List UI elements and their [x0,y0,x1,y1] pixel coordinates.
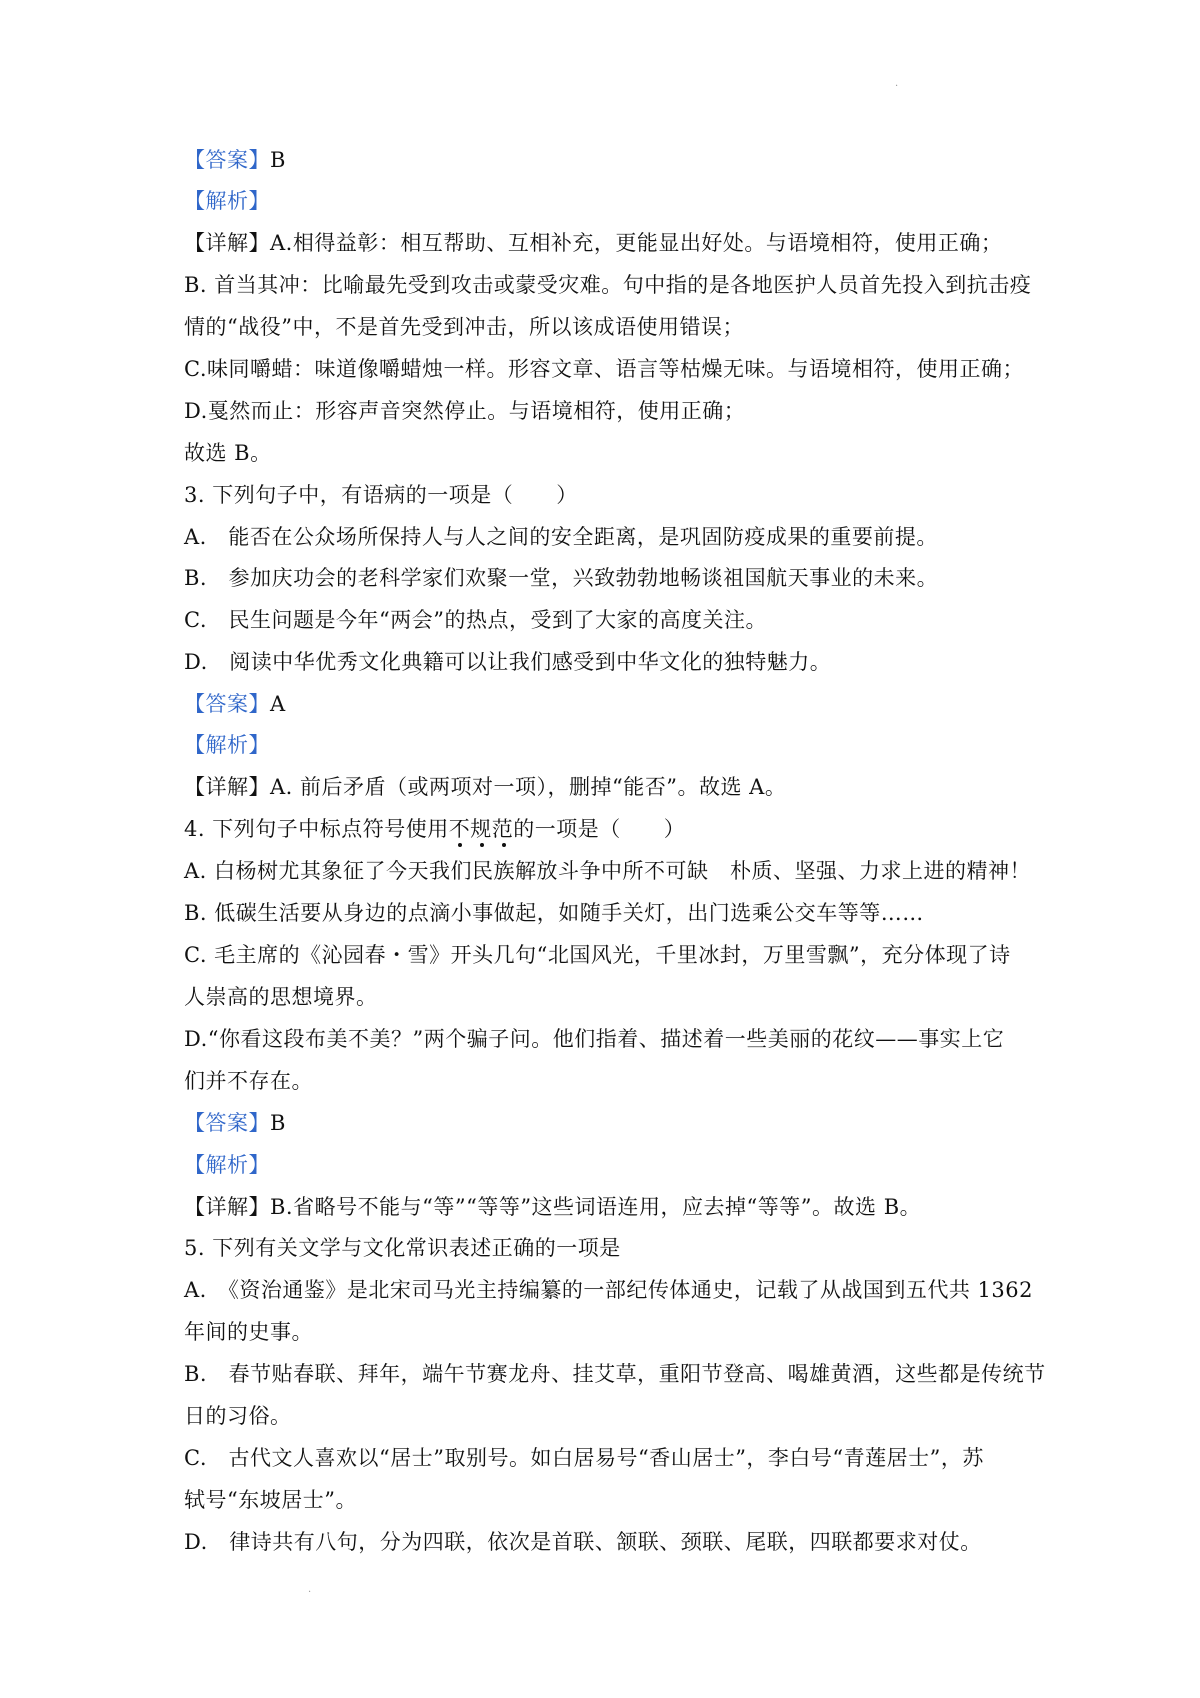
q2-detail-c: C.味同嚼蜡：味道像嚼蜡烛一样。形容文章、语言等枯燥无味。与语境相符，使用正确； [184,357,1024,381]
analysis-tag: 【解析】 [184,189,270,213]
q3-option-c: C. 民生问题是今年“两会”的热点，受到了大家的高度关注。 [184,608,767,632]
q3-detail-line [184,773,786,801]
q5-option-c2: 轼号“东坡居士”。 [184,1488,357,1512]
q2-analysis-line [184,187,270,215]
q3-detail: A. 前后矛盾（或两项对一项），删掉“能否”。故选 A。 [270,775,787,799]
q4-answer-value: B [270,1111,286,1135]
answer-tag: 【答案】 [184,148,270,172]
q3-option-b: B. 参加庆功会的老科学家们欢聚一堂，兴致勃勃地畅谈祖国航天事业的未来。 [184,566,939,590]
q3-option-a: A. 能否在公众场所保持人与人之间的安全距离，是巩固防疫成果的重要前提。 [184,525,938,549]
detail-tag: 【详解】 [184,775,270,799]
q4-stem-emphasis [449,817,514,841]
scan-mark-top: · [895,81,899,92]
q5-option-c1: C. 古代文人喜欢以“居士”取别号。如白居易号“香山居士”，李白号“青莲居士”，苏 [184,1446,984,1470]
q2-answer-value: B [270,148,286,172]
q4-stem [184,815,685,843]
q3-analysis-line [184,731,270,759]
q3-stem: 3. 下列句子中，有语病的一项是（ ） [184,483,578,507]
q2-detail-b2: 情的“战役”中，不是首先受到冲击，所以该成语使用错误； [184,315,744,339]
scan-mark-bottom: · [308,1587,312,1598]
q5-option-b2: 日的习俗。 [184,1404,292,1428]
q2-conclusion: 故选 B。 [184,441,272,465]
q2-detail-d: D.戛然而止：形容声音突然停止。与语境相符，使用正确； [184,399,746,423]
q4-option-c2: 人崇高的思想境界。 [184,985,378,1009]
q4-option-d1: D.“你看这段布美不美？”两个骗子问。他们指着、描述着一些美丽的花纹——事实上它 [184,1027,1005,1051]
q5-option-d: D. 律诗共有八句，分为四联，依次是首联、颔联、颈联、尾联，四联都要求对仗。 [184,1530,982,1554]
q4-option-d2: 们并不存在。 [184,1069,313,1093]
q5-option-a2: 年间的史事。 [184,1320,313,1344]
emphasis-dot [458,843,462,847]
q4-detail-line [184,1193,921,1221]
q4-option-a: A. 白杨树尤其象征了今天我们民族解放斗争中所不可缺 朴质、坚强、力求上进的精神！ [184,859,1032,883]
q4-answer-line [184,1109,286,1137]
q4-option-c1: C. 毛主席的《沁园春・雪》开头几句“北国风光，千里冰封，万里雪飘”，充分体现了诗 [184,943,1011,967]
q4-option-b: B. 低碳生活要从身边的点滴小事做起，如随手关灯，出门选乘公交车等等…… [184,901,924,925]
q4-stem-before: 4. 下列句子中标点符号使用 [184,817,449,841]
q4-stem-emphasis-text: 不规范 [448,817,514,841]
answer-tag: 【答案】 [184,692,270,716]
analysis-tag: 【解析】 [184,733,270,757]
q2-detail-a: A.相得益彰：相互帮助、互相补充，更能显出好处。与语境相符，使用正确； [270,231,1003,255]
emphasis-dot [502,843,506,847]
q5-option-a1: A. 《资治通鉴》是北宋司马光主持编纂的一部纪传体通史，记载了从战国到五代共 1362 [184,1278,1033,1302]
q3-answer-line [184,690,286,718]
q3-option-d: D. 阅读中华优秀文化典籍可以让我们感受到中华文化的独特魅力。 [184,650,832,674]
analysis-tag: 【解析】 [184,1153,270,1177]
q4-stem-after: 的一项是（ ） [513,817,686,841]
q2-detail-b1: B. 首当其冲：比喻最先受到攻击或蒙受灾难。句中指的是各地医护人员首先投入到抗击疫 [184,273,1032,297]
detail-tag: 【详解】 [184,231,270,255]
detail-tag: 【详解】 [184,1195,270,1219]
q4-detail: B.省略号不能与“等”“等等”这些词语连用，应去掉“等等”。故选 B。 [270,1195,922,1219]
q4-analysis-line [184,1151,270,1179]
q3-answer-value: A [270,692,286,716]
answer-tag: 【答案】 [184,1111,270,1135]
q2-answer-line [184,146,286,174]
q2-detail-a-line [184,229,1002,257]
emphasis-dot [480,843,484,847]
q5-stem: 5. 下列有关文学与文化常识表述正确的一项是 [184,1236,621,1260]
q5-option-b1: B. 春节贴春联、拜年，端午节赛龙舟、挂艾草，重阳节登高、喝雄黄酒，这些都是传统节 [184,1362,1046,1386]
